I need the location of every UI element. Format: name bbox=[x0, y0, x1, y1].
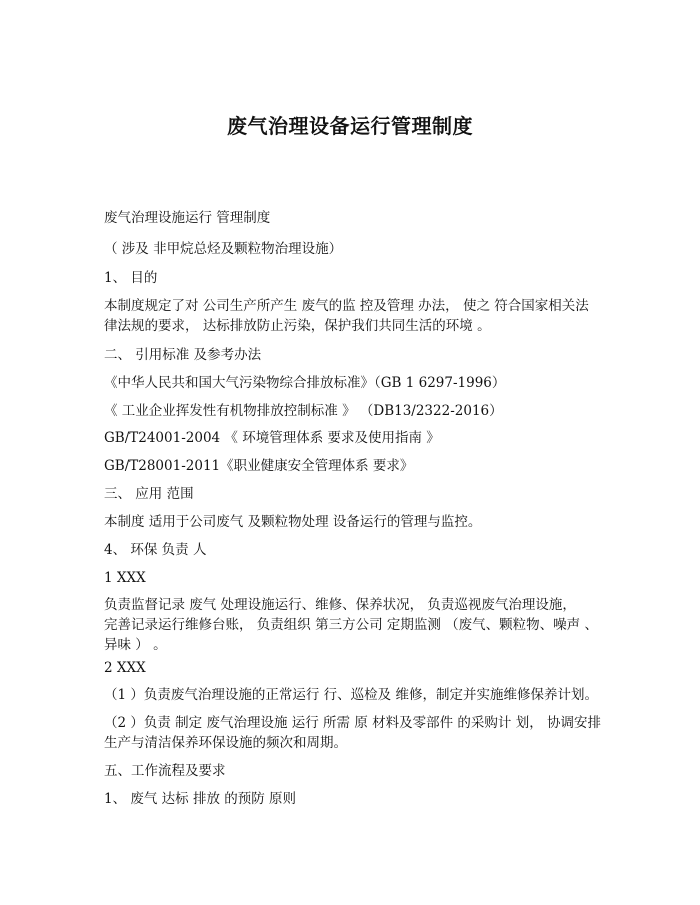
text-line: 1、 废气 达标 排放 的预防 原则 bbox=[104, 791, 297, 807]
text-line: 生产与清洁保养环保设施的频次和周期。 bbox=[104, 735, 347, 751]
text-line: 异味 ） 。 bbox=[104, 637, 167, 653]
text-line: 《 工业企业挥发性有机物排放控制标准 》 （DB13/2322-2016） bbox=[104, 403, 503, 419]
scope-note-paragraph bbox=[104, 239, 604, 259]
text-line: 二、 引用标准 及参考办法 bbox=[104, 347, 262, 363]
subsection-heading bbox=[104, 789, 604, 809]
text-line: 1、 目的 bbox=[104, 270, 158, 286]
text-line: 本制度规定了对 公司生产所产生 废气的监 控及管理 办法， 使之 符合国家相关法 bbox=[104, 298, 589, 314]
text-line: 4、 环保 负责 人 bbox=[104, 542, 207, 558]
text-line: （1 ）负责废气治理设施的正常运行 行、巡检及 维修，制定并实施维修保养计划。 bbox=[104, 687, 598, 703]
text-line: GB/T28001-2011《职业健康安全管理体系 要求》 bbox=[104, 458, 414, 474]
section-heading-purpose bbox=[104, 268, 604, 288]
document-title: 废气治理设备运行管理制度 bbox=[227, 114, 473, 138]
text-line: GB/T24001-2004 《 环境管理体系 要求及使用指南 》 bbox=[104, 430, 440, 446]
text-line: 律法规的要求， 达标排放防止污染，保护我们共同生活的环境 。 bbox=[104, 318, 491, 334]
text-line: 《中华人民共和国大气污染物综合排放标准》（GB 1 6297-1996） bbox=[104, 375, 506, 391]
text-line: （2 ）负责 制定 废气治理设施 运行 所需 原 材料及零部件 的采购计 划， 协调安排 bbox=[104, 715, 602, 731]
text-line: 废气治理设施运行 管理制度 bbox=[104, 210, 271, 226]
reference-item bbox=[104, 456, 604, 476]
subtitle-paragraph bbox=[104, 208, 604, 228]
section-heading-workflow bbox=[104, 761, 604, 781]
duty-item bbox=[104, 713, 604, 753]
section-heading-scope bbox=[104, 484, 604, 504]
text-line: （ 涉及 非甲烷总烃及颗粒物治理设施） bbox=[104, 241, 343, 257]
person-heading bbox=[104, 658, 604, 678]
purpose-paragraph bbox=[104, 296, 604, 336]
person-duties-paragraph bbox=[104, 595, 604, 655]
text-line: 负责监督记录 废气 处理设施运行、维修、保养状况， 负责巡视废气治理设施， bbox=[104, 597, 576, 613]
section-heading-responsible bbox=[104, 540, 604, 560]
text-line: 本制度 适用于公司废气 及颗粒物处理 设备运行的管理与监控。 bbox=[104, 514, 482, 530]
text-line: 1 XXX bbox=[104, 570, 146, 586]
scope-paragraph bbox=[104, 512, 604, 532]
text-line: 完善记录运行维修台账， 负责组织 第三方公司 定期监测 （废气、颗粒物、噪声 、 bbox=[104, 617, 598, 633]
reference-item bbox=[104, 401, 604, 421]
duty-item bbox=[104, 685, 604, 705]
section-heading-references bbox=[104, 345, 604, 365]
reference-item bbox=[104, 428, 604, 448]
text-line: 三、 应用 范围 bbox=[104, 486, 194, 502]
person-heading bbox=[104, 568, 604, 588]
reference-item bbox=[104, 373, 604, 393]
text-line: 2 XXX bbox=[104, 660, 146, 676]
text-line: 五、工作流程及要求 bbox=[104, 763, 226, 779]
